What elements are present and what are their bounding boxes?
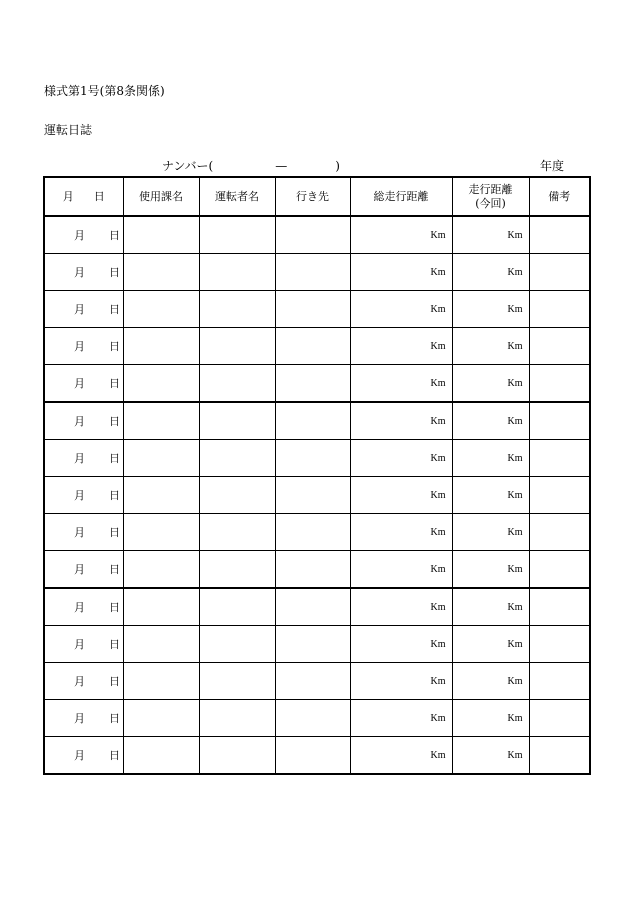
km-unit-label: Km bbox=[507, 415, 523, 427]
header-total-distance: 総走行距離 bbox=[350, 177, 452, 216]
header-trip-distance-line1: 走行距離 bbox=[468, 182, 513, 196]
total-distance-cell[interactable] bbox=[350, 700, 452, 737]
table-row bbox=[44, 216, 590, 254]
month-label: 月 bbox=[74, 266, 85, 279]
day-label: 日 bbox=[109, 377, 120, 390]
driver-cell[interactable] bbox=[199, 700, 275, 737]
km-unit-label: Km bbox=[507, 601, 523, 613]
department-cell[interactable] bbox=[123, 588, 199, 626]
destination-cell[interactable] bbox=[275, 477, 350, 514]
remarks-cell[interactable] bbox=[529, 254, 590, 291]
month-label: 月 bbox=[74, 303, 85, 316]
destination-cell[interactable] bbox=[275, 551, 350, 589]
trip-distance-cell[interactable] bbox=[452, 700, 529, 737]
date-cell[interactable] bbox=[44, 663, 123, 700]
km-unit-label: Km bbox=[430, 601, 446, 613]
department-cell[interactable] bbox=[123, 737, 199, 775]
day-label: 日 bbox=[109, 526, 120, 539]
header-month: 月 bbox=[62, 189, 74, 203]
table-row bbox=[44, 700, 590, 737]
km-unit-label: Km bbox=[430, 526, 446, 538]
driver-cell[interactable] bbox=[199, 477, 275, 514]
day-label: 日 bbox=[109, 415, 120, 428]
driving-log-table bbox=[43, 176, 591, 775]
km-unit-label: Km bbox=[507, 377, 523, 389]
day-label: 日 bbox=[109, 266, 120, 279]
day-label: 日 bbox=[109, 563, 120, 576]
remarks-cell[interactable] bbox=[529, 291, 590, 328]
department-cell[interactable] bbox=[123, 291, 199, 328]
remarks-cell[interactable] bbox=[529, 551, 590, 589]
destination-cell[interactable] bbox=[275, 514, 350, 551]
table-row bbox=[44, 626, 590, 663]
km-unit-label: Km bbox=[430, 675, 446, 687]
destination-cell[interactable] bbox=[275, 440, 350, 477]
destination-cell[interactable] bbox=[275, 365, 350, 403]
department-cell[interactable] bbox=[123, 626, 199, 663]
total-distance-cell[interactable] bbox=[350, 365, 452, 403]
date-cell[interactable] bbox=[44, 216, 123, 254]
date-cell[interactable] bbox=[44, 254, 123, 291]
km-unit-label: Km bbox=[430, 229, 446, 241]
day-label: 日 bbox=[109, 489, 120, 502]
trip-distance-cell[interactable] bbox=[452, 551, 529, 589]
header-day: 日 bbox=[93, 189, 105, 203]
destination-cell[interactable] bbox=[275, 402, 350, 440]
km-unit-label: Km bbox=[430, 749, 446, 761]
month-label: 月 bbox=[74, 452, 85, 465]
total-distance-cell[interactable] bbox=[350, 477, 452, 514]
form-number-label: 様式第1号(第8条関係) bbox=[44, 84, 165, 98]
department-cell[interactable] bbox=[123, 440, 199, 477]
km-unit-label: Km bbox=[430, 712, 446, 724]
driver-cell[interactable] bbox=[199, 626, 275, 663]
driver-cell[interactable] bbox=[199, 440, 275, 477]
department-cell[interactable] bbox=[123, 663, 199, 700]
destination-cell[interactable] bbox=[275, 626, 350, 663]
destination-cell[interactable] bbox=[275, 254, 350, 291]
month-label: 月 bbox=[74, 229, 85, 242]
month-label: 月 bbox=[74, 563, 85, 576]
date-cell[interactable] bbox=[44, 737, 123, 775]
km-unit-label: Km bbox=[507, 452, 523, 464]
km-unit-label: Km bbox=[430, 563, 446, 575]
date-cell[interactable] bbox=[44, 291, 123, 328]
trip-distance-cell[interactable] bbox=[452, 291, 529, 328]
department-cell[interactable] bbox=[123, 551, 199, 589]
day-label: 日 bbox=[109, 638, 120, 651]
month-label: 月 bbox=[74, 377, 85, 390]
driver-cell[interactable] bbox=[199, 216, 275, 254]
header-destination: 行き先 bbox=[275, 177, 350, 216]
fiscal-year-label: 年度 bbox=[540, 159, 565, 173]
total-distance-cell[interactable] bbox=[350, 663, 452, 700]
header-trip-distance bbox=[452, 177, 529, 216]
date-cell[interactable] bbox=[44, 365, 123, 403]
plate-number-line bbox=[162, 158, 340, 174]
remarks-cell[interactable] bbox=[529, 216, 590, 254]
plate-number-label: ナンバー( bbox=[162, 159, 214, 173]
month-label: 月 bbox=[74, 340, 85, 353]
km-unit-label: Km bbox=[507, 563, 523, 575]
driver-cell[interactable] bbox=[199, 291, 275, 328]
remarks-cell[interactable] bbox=[529, 663, 590, 700]
header-remarks: 備考 bbox=[529, 177, 590, 216]
table-row bbox=[44, 291, 590, 328]
day-label: 日 bbox=[109, 303, 120, 316]
total-distance-cell[interactable] bbox=[350, 588, 452, 626]
date-cell[interactable] bbox=[44, 626, 123, 663]
table-row bbox=[44, 588, 590, 626]
driver-cell[interactable] bbox=[199, 737, 275, 775]
month-label: 月 bbox=[74, 675, 85, 688]
trip-distance-cell[interactable] bbox=[452, 588, 529, 626]
km-unit-label: Km bbox=[507, 675, 523, 687]
header-trip-distance-line2: (今回) bbox=[475, 196, 506, 210]
trip-distance-cell[interactable] bbox=[452, 216, 529, 254]
day-label: 日 bbox=[109, 452, 120, 465]
plate-number-dash: — bbox=[275, 159, 288, 173]
table-body bbox=[44, 216, 590, 774]
remarks-cell[interactable] bbox=[529, 588, 590, 626]
department-cell[interactable] bbox=[123, 477, 199, 514]
km-unit-label: Km bbox=[507, 303, 523, 315]
km-unit-label: Km bbox=[430, 452, 446, 464]
table-row bbox=[44, 477, 590, 514]
table-row bbox=[44, 663, 590, 700]
trip-distance-cell[interactable] bbox=[452, 626, 529, 663]
remarks-cell[interactable] bbox=[529, 626, 590, 663]
date-cell[interactable] bbox=[44, 477, 123, 514]
destination-cell[interactable] bbox=[275, 328, 350, 365]
km-unit-label: Km bbox=[507, 266, 523, 278]
table-header-row bbox=[44, 177, 590, 216]
driver-cell[interactable] bbox=[199, 514, 275, 551]
day-label: 日 bbox=[109, 340, 120, 353]
department-cell[interactable] bbox=[123, 365, 199, 403]
remarks-cell[interactable] bbox=[529, 402, 590, 440]
department-cell[interactable] bbox=[123, 216, 199, 254]
driver-cell[interactable] bbox=[199, 328, 275, 365]
total-distance-cell[interactable] bbox=[350, 254, 452, 291]
km-unit-label: Km bbox=[507, 712, 523, 724]
table-row bbox=[44, 551, 590, 589]
total-distance-cell[interactable] bbox=[350, 514, 452, 551]
km-unit-label: Km bbox=[430, 489, 446, 501]
remarks-cell[interactable] bbox=[529, 700, 590, 737]
trip-distance-cell[interactable] bbox=[452, 402, 529, 440]
remarks-cell[interactable] bbox=[529, 440, 590, 477]
trip-distance-cell[interactable] bbox=[452, 254, 529, 291]
day-label: 日 bbox=[109, 749, 120, 762]
total-distance-cell[interactable] bbox=[350, 328, 452, 365]
date-cell[interactable] bbox=[44, 551, 123, 589]
date-cell[interactable] bbox=[44, 588, 123, 626]
date-cell[interactable] bbox=[44, 700, 123, 737]
destination-cell[interactable] bbox=[275, 700, 350, 737]
date-cell[interactable] bbox=[44, 440, 123, 477]
total-distance-cell[interactable] bbox=[350, 551, 452, 589]
remarks-cell[interactable] bbox=[529, 328, 590, 365]
total-distance-cell[interactable] bbox=[350, 402, 452, 440]
km-unit-label: Km bbox=[507, 638, 523, 650]
driver-cell[interactable] bbox=[199, 551, 275, 589]
plate-number-close: ) bbox=[335, 159, 340, 173]
driver-cell[interactable] bbox=[199, 402, 275, 440]
month-label: 月 bbox=[74, 526, 85, 539]
total-distance-cell[interactable] bbox=[350, 216, 452, 254]
destination-cell[interactable] bbox=[275, 663, 350, 700]
table-row bbox=[44, 440, 590, 477]
destination-cell[interactable] bbox=[275, 291, 350, 328]
km-unit-label: Km bbox=[507, 749, 523, 761]
remarks-cell[interactable] bbox=[529, 514, 590, 551]
km-unit-label: Km bbox=[507, 229, 523, 241]
total-distance-cell[interactable] bbox=[350, 737, 452, 775]
header-driver: 運転者名 bbox=[199, 177, 275, 216]
department-cell[interactable] bbox=[123, 700, 199, 737]
day-label: 日 bbox=[109, 675, 120, 688]
driver-cell[interactable] bbox=[199, 663, 275, 700]
header-department: 使用課名 bbox=[123, 177, 199, 216]
month-label: 月 bbox=[74, 489, 85, 502]
table-row bbox=[44, 365, 590, 403]
remarks-cell[interactable] bbox=[529, 737, 590, 775]
day-label: 日 bbox=[109, 601, 120, 614]
driver-cell[interactable] bbox=[199, 588, 275, 626]
department-cell[interactable] bbox=[123, 328, 199, 365]
total-distance-cell[interactable] bbox=[350, 291, 452, 328]
department-cell[interactable] bbox=[123, 514, 199, 551]
remarks-cell[interactable] bbox=[529, 365, 590, 403]
header-date bbox=[44, 177, 123, 216]
km-unit-label: Km bbox=[430, 638, 446, 650]
total-distance-cell[interactable] bbox=[350, 626, 452, 663]
destination-cell[interactable] bbox=[275, 737, 350, 775]
table-row bbox=[44, 254, 590, 291]
table-row bbox=[44, 402, 590, 440]
day-label: 日 bbox=[109, 229, 120, 242]
km-unit-label: Km bbox=[430, 303, 446, 315]
date-cell[interactable] bbox=[44, 402, 123, 440]
table-row bbox=[44, 514, 590, 551]
destination-cell[interactable] bbox=[275, 216, 350, 254]
table-row bbox=[44, 737, 590, 775]
km-unit-label: Km bbox=[507, 526, 523, 538]
driver-cell[interactable] bbox=[199, 254, 275, 291]
km-unit-label: Km bbox=[430, 266, 446, 278]
km-unit-label: Km bbox=[430, 340, 446, 352]
month-label: 月 bbox=[74, 749, 85, 762]
km-unit-label: Km bbox=[430, 377, 446, 389]
date-cell[interactable] bbox=[44, 514, 123, 551]
driver-cell[interactable] bbox=[199, 365, 275, 403]
destination-cell[interactable] bbox=[275, 588, 350, 626]
remarks-cell[interactable] bbox=[529, 477, 590, 514]
km-unit-label: Km bbox=[507, 340, 523, 352]
table-row bbox=[44, 328, 590, 365]
trip-distance-cell[interactable] bbox=[452, 737, 529, 775]
km-unit-label: Km bbox=[507, 489, 523, 501]
department-cell[interactable] bbox=[123, 254, 199, 291]
month-label: 月 bbox=[74, 601, 85, 614]
trip-distance-cell[interactable] bbox=[452, 328, 529, 365]
month-label: 月 bbox=[74, 638, 85, 651]
department-cell[interactable] bbox=[123, 402, 199, 440]
km-unit-label: Km bbox=[430, 415, 446, 427]
date-cell[interactable] bbox=[44, 328, 123, 365]
trip-distance-cell[interactable] bbox=[452, 663, 529, 700]
trip-distance-cell[interactable] bbox=[452, 477, 529, 514]
trip-distance-cell[interactable] bbox=[452, 365, 529, 403]
month-label: 月 bbox=[74, 712, 85, 725]
day-label: 日 bbox=[109, 712, 120, 725]
trip-distance-cell[interactable] bbox=[452, 514, 529, 551]
total-distance-cell[interactable] bbox=[350, 440, 452, 477]
month-label: 月 bbox=[74, 415, 85, 428]
trip-distance-cell[interactable] bbox=[452, 440, 529, 477]
document-title: 運転日誌 bbox=[44, 123, 93, 137]
